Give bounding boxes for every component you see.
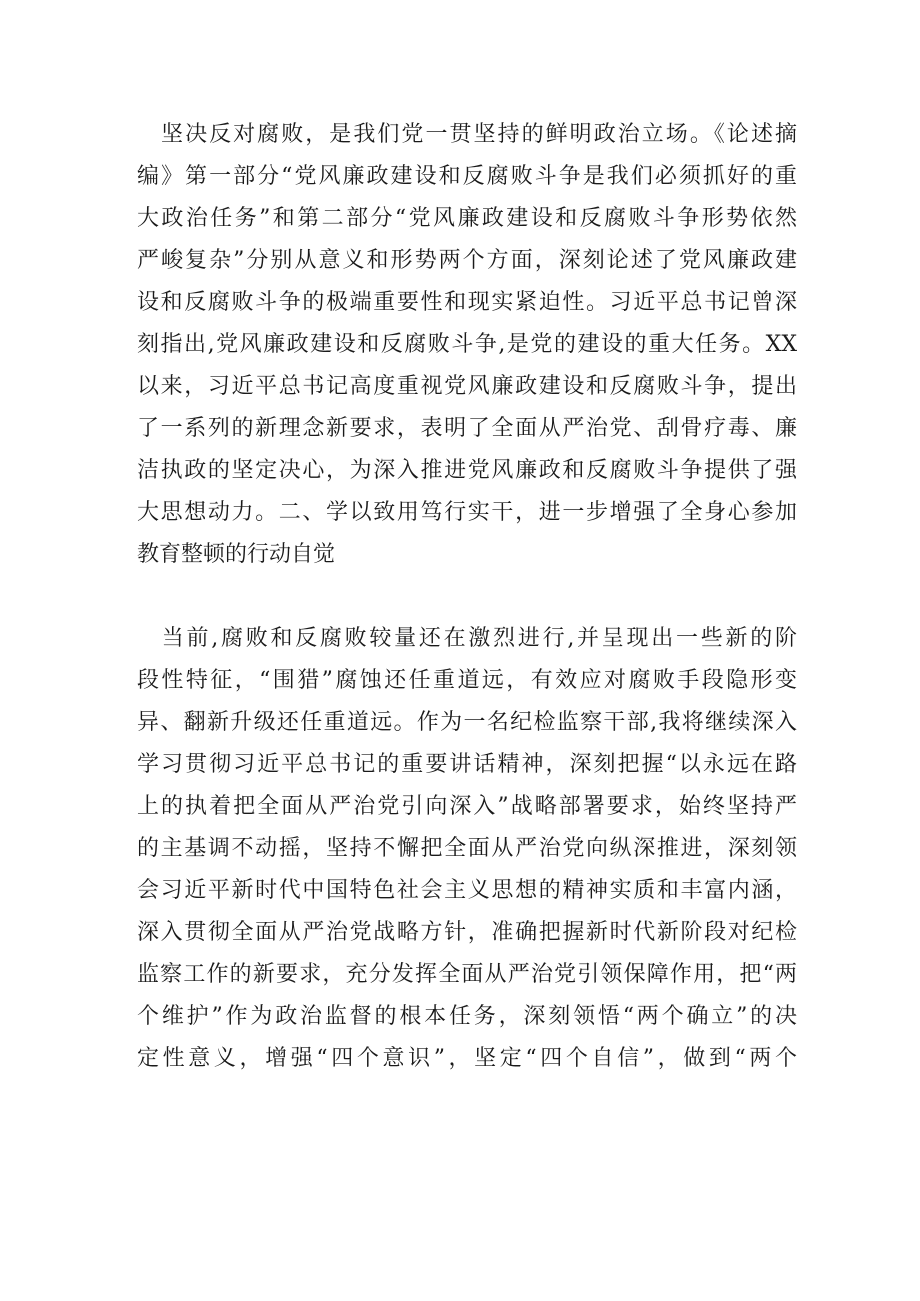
paragraph-line: 会习近平新时代中国特色社会主义思想的精神实质和丰富内涵， <box>137 878 797 903</box>
paragraph-line: 大政治任务”和第二部分“党风廉政建设和反腐败斗争形势依然 <box>137 206 797 231</box>
paragraph-line: 坚决反对腐败，是我们党一贯坚持的鲜明政治立场。《论述摘 <box>137 122 797 147</box>
paragraph-line: 了一系列的新理念新要求，表明了全面从严治党、刮骨疗毒、廉 <box>137 416 797 441</box>
paragraph-line: 设和反腐败斗争的极端重要性和现实紧迫性。习近平总书记曾深 <box>137 290 797 315</box>
paragraph-line: 异、翻新升级还任重道远。作为一名纪检监察干部,我将继续深入 <box>137 710 797 735</box>
paragraph-line: 当前,腐败和反腐败较量还在激烈进行,并呈现出一些新的阶 <box>137 626 797 651</box>
paragraph-line: 严峻复杂”分别从意义和形势两个方面，深刻论述了党风廉政建 <box>137 248 797 273</box>
paragraph-line: 上的执着把全面从严治党引向深入”战略部署要求，始终坚持严 <box>137 794 797 819</box>
paragraph-line: 大思想动力。二、学以致用笃行实干，进一步增强了全身心参加 <box>137 500 797 525</box>
paragraph-line: 监察工作的新要求，充分发挥全面从严治党引领保障作用，把“两 <box>137 962 797 987</box>
paragraph-line: 以来，习近平总书记高度重视党风廉政建设和反腐败斗争，提出 <box>137 374 797 399</box>
paragraph-line: 段性特征，“围猎”腐蚀还任重道远，有效应对腐败手段隐形变 <box>137 668 797 693</box>
paragraph-line: 个维护”作为政治监督的根本任务，深刻领悟“两个确立”的决 <box>137 1004 797 1029</box>
paragraph-line: 学习贯彻习近平总书记的重要讲话精神，深刻把握“以永远在路 <box>137 752 797 777</box>
paragraph-line: 教育整顿的行动自觉 <box>137 542 336 567</box>
paragraph-1 <box>137 114 797 576</box>
paragraph-line: 洁执政的坚定决心，为深入推进党风廉政和反腐败斗争提供了强 <box>137 458 797 483</box>
paragraph-line: 刻指出,党风廉政建设和反腐败斗争,是党的建设的重大任务。XX <box>137 332 797 357</box>
paragraph-2 <box>137 618 797 1080</box>
paragraph-line: 定性意义，增强“四个意识”，坚定“四个自信”，做到“两个 <box>137 1046 797 1071</box>
paragraph-line: 深入贯彻全面从严治党战略方针，准确把握新时代新阶段对纪检 <box>137 920 797 945</box>
paragraph-line: 编》第一部分“党风廉政建设和反腐败斗争是我们必须抓好的重 <box>137 164 797 189</box>
paragraph-line: 的主基调不动摇，坚持不懈把全面从严治党向纵深推进，深刻领 <box>137 836 797 861</box>
